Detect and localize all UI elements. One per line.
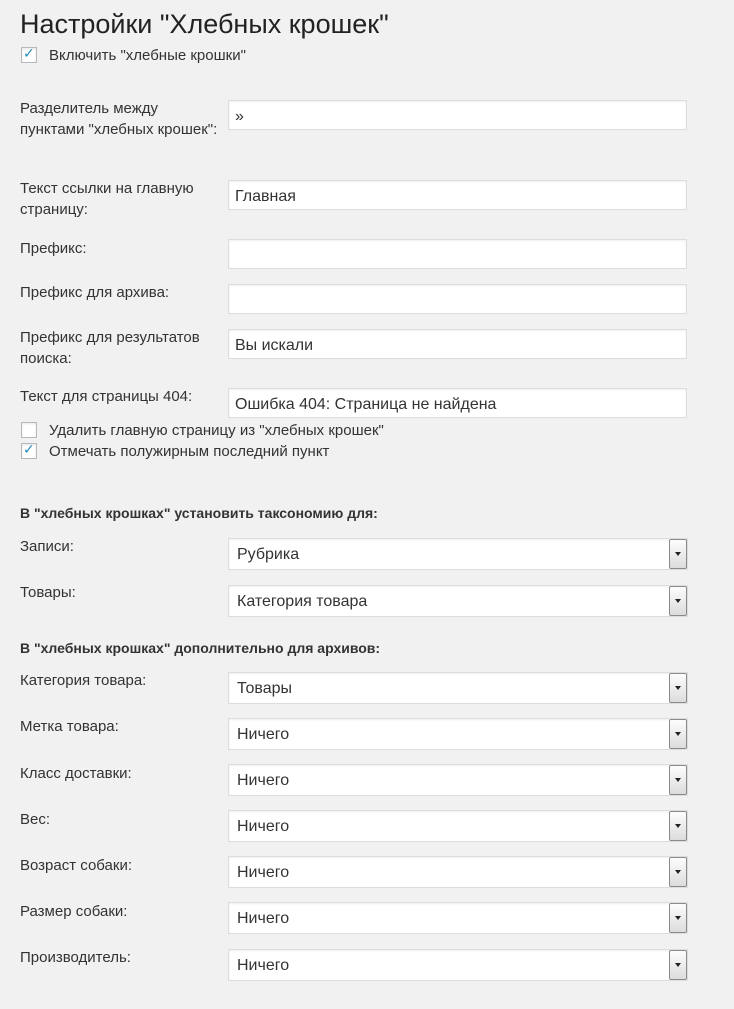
checkmark-icon: ✓ (23, 46, 35, 62)
manufacturer-archive-select[interactable] (228, 949, 688, 981)
page404-text-input[interactable] (228, 388, 687, 418)
home-text-input[interactable] (228, 180, 687, 210)
select-value: Ничего (237, 910, 290, 927)
select-dropdown-button[interactable] (669, 673, 687, 703)
search-prefix-input[interactable] (228, 329, 687, 359)
bold-last-label: Отмечать полужирным последний пункт (49, 442, 330, 460)
archive-prefix-input[interactable] (228, 284, 687, 314)
select-value: Ничего (237, 957, 290, 974)
chevron-down-icon (675, 599, 681, 603)
posts-taxonomy-select[interactable] (228, 538, 688, 570)
archive-row-label: Размер собаки: (20, 903, 128, 920)
select-value: Товары (237, 680, 293, 697)
taxonomy-row-label: Записи: (20, 538, 74, 555)
checkmark-icon: ✓ (23, 442, 35, 458)
weight-archive-select[interactable] (228, 810, 688, 842)
taxonomy-row-label: Товары: (20, 584, 76, 601)
chevron-down-icon (675, 916, 681, 920)
product-category-archive-select[interactable] (228, 672, 688, 704)
select-value: Ничего (237, 818, 290, 835)
products-taxonomy-select[interactable] (228, 585, 688, 617)
taxonomy-section-heading: В "хлебных крошках" установить таксономию для: (20, 505, 378, 521)
select-value: Ничего (237, 864, 290, 881)
enable-breadcrumbs-option[interactable] (21, 46, 246, 64)
enable-breadcrumbs-label: Включить "хлебные крошки" (49, 46, 246, 64)
chevron-down-icon (675, 552, 681, 556)
select-value: Ничего (237, 726, 290, 743)
select-dropdown-button[interactable] (669, 765, 687, 795)
chevron-down-icon (675, 963, 681, 967)
archives-section-heading: В "хлебных крошках" дополнительно для архивов: (20, 640, 381, 656)
remove-home-checkbox[interactable] (21, 422, 37, 438)
prefix-label: Префикс: (20, 240, 87, 257)
chevron-down-icon (675, 686, 681, 690)
chevron-down-icon (675, 824, 681, 828)
home-text-label: Текст ссылки на главную страницу: (20, 180, 194, 218)
archive-row-label: Метка товара: (20, 718, 119, 735)
separator-label: Разделитель между пунктами "хлебных крошек": (20, 100, 218, 138)
dog-age-archive-select[interactable] (228, 856, 688, 888)
prefix-input[interactable] (228, 239, 687, 269)
select-value: Категория товара (237, 593, 368, 610)
remove-home-label: Удалить главную страницу из "хлебных крошек" (49, 421, 384, 439)
bold-last-checkbox[interactable] (21, 443, 37, 459)
archive-prefix-label: Префикс для архива: (20, 284, 170, 301)
archive-row-label: Категория товара: (20, 672, 147, 689)
product-tag-archive-select[interactable] (228, 718, 688, 750)
separator-input[interactable] (228, 100, 687, 130)
chevron-down-icon (675, 732, 681, 736)
page-title: Настройки "Хлебных крошек" (20, 9, 389, 39)
archive-row-label: Класс доставки: (20, 765, 132, 782)
select-dropdown-button[interactable] (669, 903, 687, 933)
archive-row-label: Вес: (20, 811, 51, 828)
enable-breadcrumbs-checkbox[interactable] (21, 47, 37, 63)
bold-last-option[interactable] (21, 442, 329, 460)
select-dropdown-button[interactable] (669, 857, 687, 887)
search-prefix-label: Префикс для результатов поиска: (20, 329, 200, 367)
shipping-class-archive-select[interactable] (228, 764, 688, 796)
select-value: Ничего (237, 772, 290, 789)
archive-row-label: Производитель: (20, 949, 131, 966)
select-dropdown-button[interactable] (669, 950, 687, 980)
page404-text-label: Текст для страницы 404: (20, 388, 193, 405)
select-dropdown-button[interactable] (669, 719, 687, 749)
remove-home-option[interactable] (21, 421, 384, 439)
chevron-down-icon (675, 778, 681, 782)
select-dropdown-button[interactable] (669, 586, 687, 616)
archive-row-label: Возраст собаки: (20, 857, 132, 874)
select-dropdown-button[interactable] (669, 811, 687, 841)
chevron-down-icon (675, 870, 681, 874)
select-dropdown-button[interactable] (669, 539, 687, 569)
select-value: Рубрика (237, 546, 300, 563)
dog-size-archive-select[interactable] (228, 902, 688, 934)
